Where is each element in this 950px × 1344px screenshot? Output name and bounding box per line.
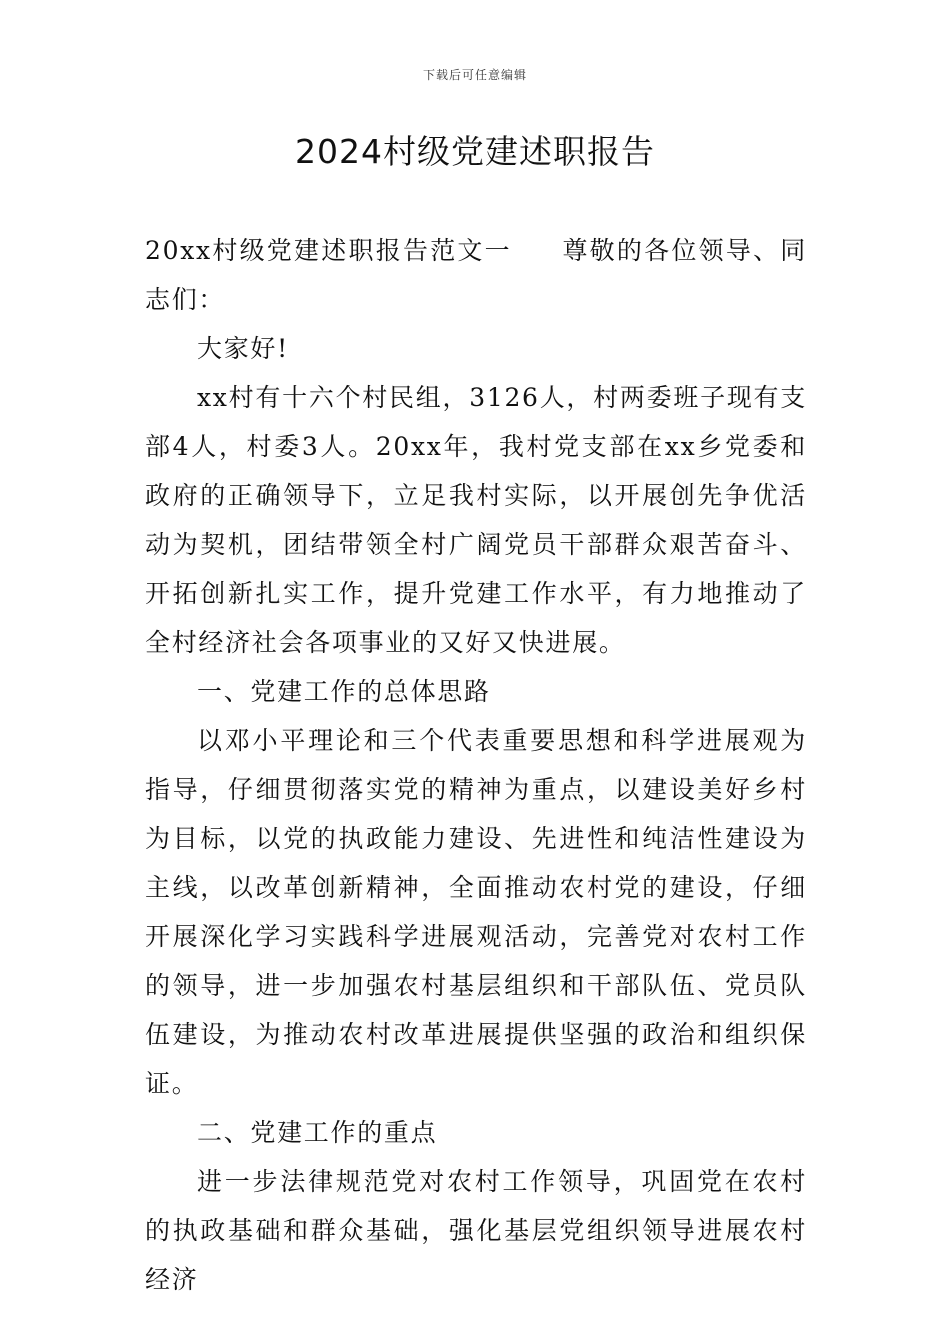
document-title: 2024村级党建述职报告 bbox=[295, 132, 655, 171]
opening-paragraph bbox=[145, 226, 807, 324]
body-paragraph: 进一步法律规范党对农村工作领导，巩固党在农村的执政基础和群众基础，强化基层党组织领导进展农村经济 bbox=[145, 1167, 807, 1294]
document-body bbox=[145, 226, 807, 1304]
body-paragraph: 以邓小平理论和三个代表重要思想和科学进展观为指导，仔细贯彻落实党的精神为重点，以建设美好乡村为目标，以党的执政能力建设、先进性和纯洁性建设为主线，以改革创新精神，全面推动农村党的建设，仔细开展深化学习实践科学进展观活动，完善党对农村工作的领导，进一步加强农村基层组织和干部队伍、党员队伍建设，为推动农村改革进展提供坚强的政治和组织保证。 bbox=[145, 726, 807, 1098]
section-heading: 二、党建工作的重点 bbox=[197, 1118, 438, 1147]
header-note: 下载后可任意编辑 bbox=[422, 68, 527, 82]
section-heading: 一、党建工作的总体思路 bbox=[197, 677, 491, 706]
salutation: 尊敬的各位领导、同志们： bbox=[145, 236, 807, 314]
body-paragraph: xx村有十六个村民组，3126人，村两委班子现有支部4人，村委3人。20xx年，我村党支部在xx乡党委和政府的正确领导下，立足我村实际，以开展创先争优活动为契机，团结带领全村广阔党员干部群众艰苦奋斗、开拓创新扎实工作，提升党建工作水平，有力地推动了全村经济社会各项事业的又好又快进展。 bbox=[145, 383, 807, 657]
greeting-paragraph: 大家好! bbox=[197, 334, 289, 363]
opening-heading: 20xx村级党建述职报告范文一 bbox=[145, 236, 512, 265]
